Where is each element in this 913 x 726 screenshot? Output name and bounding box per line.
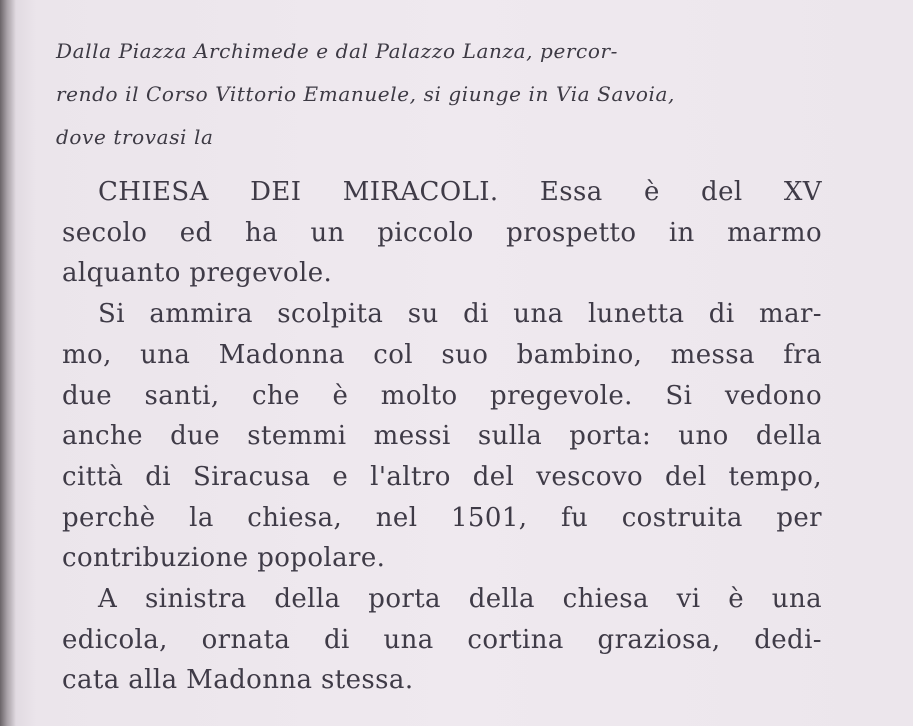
- body-line: edicola, ornata di una cortina graziosa, dedi-: [62, 624, 822, 655]
- body-line: cata alla Madonna stessa.: [62, 665, 414, 696]
- body-text: [62, 172, 822, 701]
- body-line: contribuzione popolare.: [62, 543, 386, 574]
- body-line: alquanto pregevole.: [62, 258, 333, 289]
- body-line: perchè la chiesa, nel 1501, fu costruita per: [62, 502, 822, 533]
- intro-line: Dalla Piazza Archimede e dal Palazzo Lanza, percor-: [56, 39, 619, 63]
- body-line: A sinistra della porta della chiesa vi è una: [98, 584, 822, 615]
- body-line: due santi, che è molto pregevole. Si vedono: [62, 380, 822, 411]
- intro-line: rendo il Corso Vittorio Emanuele, si giunge in Via Savoia,: [56, 82, 676, 106]
- page-binding-edge: [0, 0, 16, 726]
- body-line: CHIESA DEI MIRACOLI. Essa è del XV: [98, 177, 822, 207]
- body-line: Si ammira scolpita su di una lunetta di mar-: [98, 299, 822, 330]
- body-line: anche due stemmi messi sulla porta: uno della: [62, 421, 822, 452]
- body-line: mo, una Madonna col suo bambino, messa fra: [62, 339, 822, 370]
- intro-line: dove trovasi la: [56, 125, 214, 149]
- body-line: secolo ed ha un piccolo prospetto in marmo: [62, 217, 822, 248]
- intro-paragraph: [56, 30, 826, 159]
- body-line: città di Siracusa e l'altro del vescovo del tempo,: [62, 461, 822, 492]
